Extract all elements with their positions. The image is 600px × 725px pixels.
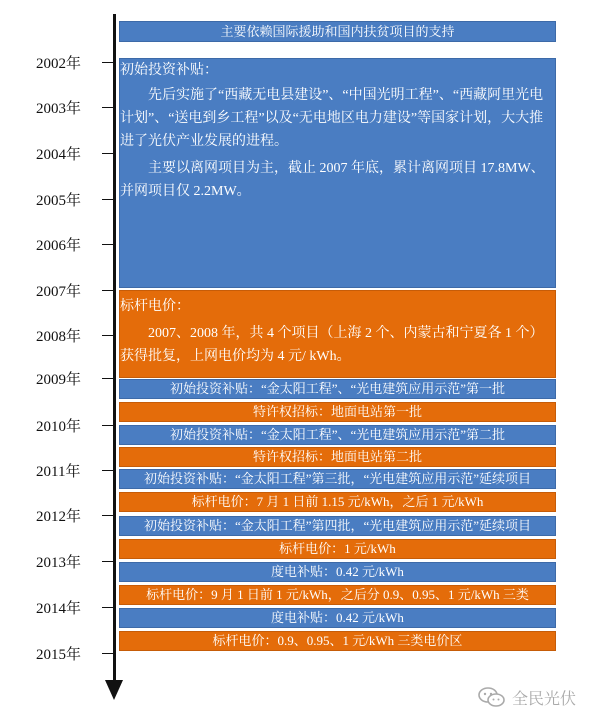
year-text: 2007年 [36,284,82,300]
year-text: 2014年 [36,601,82,617]
year-tick [102,153,116,154]
period-2002-heading: 初始投资补贴： [120,63,218,78]
header-bar [119,21,556,42]
year-label [36,280,116,300]
policy-bar [119,379,556,399]
year-label [36,234,116,254]
period-2007-heading: 标杆电价： [120,299,190,314]
policy-bar [119,402,556,422]
year-text: 2012年 [36,509,82,525]
year-text: 2008年 [36,329,82,345]
year-label [36,643,116,663]
year-tick [102,199,116,200]
policy-bar-text: 特许权招标：地面电站第一批 [252,404,422,419]
year-text: 2013年 [36,555,82,571]
year-label [36,189,116,209]
year-text: 2010年 [36,419,82,435]
year-text: 2002年 [36,56,82,72]
year-text: 2004年 [36,147,82,163]
year-tick [102,378,116,379]
year-text: 2011年 [36,464,81,480]
year-label [36,551,116,571]
period-2007-box [119,290,556,378]
policy-bar [119,516,556,536]
year-text: 2003年 [36,101,82,117]
year-tick [102,607,116,608]
policy-bar-text: 度电补贴：0.42 元/kWh [271,610,404,625]
policy-bar-text: 度电补贴：0.42 元/kWh [271,564,404,579]
year-tick [102,244,116,245]
period-2002-para2: 主要以离网项目为主，截止 2007 年底，累计离网项目 17.8MW、并网项目仅 2.2MW。 [120,161,545,199]
year-label [36,97,116,117]
watermark [478,682,598,712]
year-tick [102,425,116,426]
policy-bar [119,631,556,651]
year-tick [102,561,116,562]
year-tick [102,470,116,471]
policy-bar-text: 初始投资补贴：“金太阳工程”、“光电建筑应用示范”第一批 [169,381,506,396]
year-label [36,415,116,435]
year-tick [102,107,116,108]
year-label [36,597,116,617]
year-tick [102,335,116,336]
policy-bar [119,585,556,605]
policy-bar [119,608,556,628]
policy-bar-text: 标杆电价：0.9、0.95、1 元/kWh 三类电价区 [212,633,463,648]
policy-bar [119,562,556,582]
year-label [36,52,116,72]
policy-bar [119,425,556,445]
year-label [36,505,116,525]
year-label [36,325,116,345]
period-2002-para1: 先后实施了“西藏无电县建设”、“中国光明工程”、“西藏阿里光电计划”、“送电到乡工程”以及“无电地区电力建设”等国家计划，大大推进了光伏产业发展的进程。 [120,88,544,149]
policy-bar-text: 初始投资补贴：“金太阳工程”第四批，“光电建筑应用示范”延续项目 [143,518,532,533]
year-text: 2015年 [36,647,82,663]
year-tick [102,653,116,654]
policy-bar [119,469,556,489]
policy-bar-text: 标杆电价：1 元/kWh [279,541,396,556]
policy-bar-text: 标杆电价：9 月 1 日前 1 元/kWh，之后分 0.9、0.95、1 元/kWh 三类 [146,587,529,602]
year-label [36,460,116,480]
policy-bar-text: 特许权招标：地面电站第二批 [252,449,422,464]
wechat-icon [478,686,506,708]
year-text: 2009年 [36,372,82,388]
year-text: 2005年 [36,193,82,209]
period-2007-para1: 2007、2008 年，共 4 个项目（上海 2 个、内蒙古和宁夏各 1 个）获得批复，上网电价均为 4 元/ kWh。 [120,326,544,364]
policy-bar [119,539,556,559]
policy-bar-text: 初始投资补贴：“金太阳工程”、“光电建筑应用示范”第二批 [169,427,506,442]
period-2002-box [119,58,556,288]
policy-bar-text: 初始投资补贴：“金太阳工程”第三批，“光电建筑应用示范”延续项目 [143,471,532,486]
year-text: 2006年 [36,238,82,254]
axis-arrowhead [105,680,123,700]
year-label [36,143,116,163]
year-tick [102,62,116,63]
policy-bar [119,492,556,512]
watermark-text: 全民光伏 [512,689,577,708]
header-text: 主要依赖国际援助和国内扶贫项目的支持 [220,24,455,39]
policy-bar [119,447,556,467]
year-tick [102,515,116,516]
year-label [36,368,116,388]
policy-bar-text: 标杆电价：7 月 1 日前 1.15 元/kWh，之后 1 元/kWh [191,494,484,509]
year-tick [102,290,116,291]
